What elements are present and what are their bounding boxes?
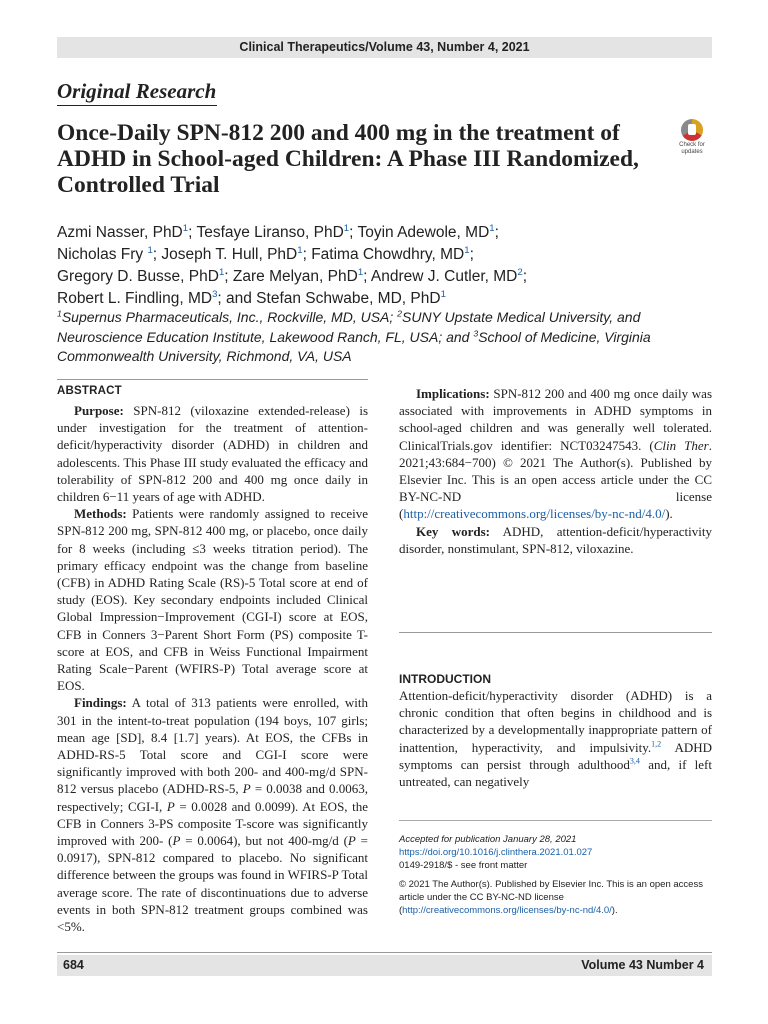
- affiliation-ref[interactable]: 1: [147, 244, 153, 256]
- reference-link[interactable]: 3,4: [629, 756, 640, 766]
- affiliation-ref[interactable]: 1: [357, 266, 364, 278]
- findings-text: = 0.0028 and 0.0099). At EOS, the CFB in Conners 3-PS composite T-score was significantly improved with 200- (: [57, 798, 369, 849]
- section-rule: [57, 105, 217, 106]
- abstract-left-column: [57, 402, 368, 935]
- findings-text: = 0.0038 and 0.0063, respectively; CGI-I,: [57, 781, 368, 814]
- publication-notes: [399, 833, 712, 917]
- copyright-text: ).: [611, 905, 618, 916]
- affiliation-ref[interactable]: 1: [440, 288, 446, 300]
- abstract-findings: [57, 694, 368, 935]
- footer-volume: Volume 43 Number 4: [581, 958, 704, 972]
- keywords-rule: [399, 632, 712, 633]
- author-name: ; Toyin Adewole, MD: [349, 224, 490, 241]
- intro-text: and, if left untreated, can negatively: [399, 756, 712, 790]
- p-symbol: P: [166, 798, 175, 814]
- affiliation-number: 1: [57, 308, 62, 319]
- methods-text: Patients were randomly assigned to receive SPN-812 200 mg, SPN-812 400 mg, or placebo, once daily for 8 weeks (including ≤3 weeks titration period). The primary efficacy endpoint was the change from baseline (CFB) in ADHD Rating Scale (RS)-5 Total score at end of study (EOS). Key secondary endpoints included Clinical Global Impression−Improvement (CGI-I) score at EOS, CFB in Conners 3−Parent Short Form (PS) composite T-score at EOS, and CFB in Weiss Functional Impairment Rating Scale−Parent (WFIRS-P) Total average score at EOS.: [57, 506, 368, 694]
- author-name: ; and Stefan Schwabe, MD, PhD: [217, 290, 441, 307]
- author-name: Nicholas Fry: [57, 246, 148, 263]
- findings-text: = 0.0064), but not 400-mg/d (: [180, 833, 348, 849]
- page-number: 684: [63, 958, 84, 972]
- license-link[interactable]: http://creativecommons.org/licenses/by-nc-nd/4.0/: [402, 905, 612, 916]
- doi-link[interactable]: https://doi.org/10.1016/j.clinthera.2021.01.027: [399, 847, 593, 858]
- introduction-heading: INTRODUCTION: [399, 672, 491, 686]
- keywords-label: Key words:: [416, 523, 490, 539]
- author-name: ; Tesfaye Liranso, PhD: [188, 224, 344, 241]
- implications-text: SPN-812 200 and 400 mg once daily was associated with improvements in ADHD symptoms in school-aged children and was generally well tolerated. ClinicalTrials.gov identifier: NCT03247543. (: [399, 386, 712, 453]
- author-separator: ;: [522, 268, 528, 285]
- affiliation-ref[interactable]: 1: [464, 244, 470, 256]
- check-for-updates-badge[interactable]: [672, 119, 712, 161]
- journal-footer: [57, 955, 712, 976]
- affiliation-ref[interactable]: 1: [218, 266, 225, 278]
- citation-journal: Clin Ther: [653, 437, 709, 453]
- findings-text: = 0.0917), SPN-812 compared to placebo. No significant difference between the groups was found in WFIRS-P Total average score. The rate of discontinuations due to adverse events in both SPN-812 treatment groups combined was <5%.: [57, 833, 368, 935]
- author-name: Azmi Nasser, PhD: [57, 224, 183, 241]
- keywords-text: ADHD, attention-deficit/hyperactivity disorder, nonstimulant, SPN-812, viloxazine.: [399, 523, 712, 556]
- author-separator: ;: [469, 246, 474, 263]
- article-title: Once-Daily SPN-812 200 and 400 mg in the treatment of ADHD in School-aged Children: A Phase III Randomized, Controlled Trial: [57, 120, 639, 198]
- badge-text: Check for updates: [679, 142, 705, 155]
- introduction-body: [399, 687, 712, 790]
- affiliation-text: School of Medicine, Virginia Commonwealth University, Richmond, VA, USA: [57, 328, 651, 364]
- abstract-implications: [399, 385, 712, 523]
- affiliation-ref[interactable]: 1: [182, 222, 189, 234]
- p-symbol: P: [172, 833, 181, 849]
- implications-text: . 2021;43:684−700) © 2021 The Author(s). Published by Elsevier Inc. This is an open access article under the CC BY-NC-ND license (: [399, 437, 712, 522]
- abstract-methods: [57, 505, 368, 694]
- author-name: ; Andrew J. Cutler, MD: [363, 268, 518, 285]
- p-symbol: P: [347, 833, 356, 849]
- author-list: [57, 222, 677, 310]
- implications-text: ).: [665, 506, 673, 522]
- check-updates-icon: [681, 119, 703, 141]
- purpose-label: Purpose:: [74, 403, 124, 418]
- accepted-date: Accepted for publication January 28, 2021: [399, 834, 577, 845]
- journal-header: Clinical Therapeutics/Volume 43, Number 4, 2021: [57, 37, 712, 58]
- footer-rule: [57, 952, 712, 953]
- abstract-keywords: [399, 523, 712, 557]
- affiliation-text: Supernus Pharmaceuticals, Inc., Rockville, MD, USA;: [61, 309, 398, 325]
- author-name: ; Fatima Chowdhry, MD: [302, 246, 465, 263]
- affiliation-ref[interactable]: 1: [489, 222, 495, 234]
- methods-label: Methods:: [74, 506, 127, 522]
- implications-label: Implications:: [416, 386, 490, 401]
- notes-rule: [399, 820, 712, 821]
- author-name: Robert L. Findling, MD: [57, 290, 213, 307]
- affiliation-ref[interactable]: 1: [297, 244, 303, 256]
- section-label: Original Research: [57, 79, 217, 103]
- issn: 0149-2918/$ - see front matter: [399, 860, 528, 871]
- affiliation-number: 2: [397, 308, 402, 319]
- affiliation-ref[interactable]: 1: [343, 222, 350, 234]
- abstract-heading: ABSTRACT: [57, 385, 122, 397]
- affiliations: [57, 308, 677, 367]
- intro-text: Attention-deficit/hyperactivity disorder (ADHD) is a chronic condition that often begins in childhood and is characterized by a developmentally inappropriate pattern of inattention, hyperactivity, and impulsivity.: [399, 688, 712, 755]
- purpose-text: SPN-812 (viloxazine extended-release) is under investigation for the treatment of attention-deficit/hyperactivity disorder (ADHD) in children and adolescents. This Phase III study evaluated the efficacy and tolerability of SPN-812 200 and 400 mg once daily in children 6−11 years of age with ADHD.: [57, 403, 368, 505]
- findings-label: Findings:: [74, 695, 127, 711]
- author-separator: ;: [494, 224, 499, 241]
- p-symbol: P: [242, 781, 251, 797]
- copyright-text: © 2021 The Author(s). Published by Elsevier Inc. This is an open access article under the CC BY-NC-ND license (: [399, 879, 703, 916]
- abstract-purpose: [57, 402, 368, 505]
- affiliation-ref[interactable]: 3: [212, 288, 218, 300]
- author-name: Gregory D. Busse, PhD: [57, 268, 219, 285]
- author-name: ; Zare Melyan, PhD: [224, 268, 358, 285]
- affiliation-ref[interactable]: 2: [517, 266, 523, 278]
- abstract-license-link[interactable]: http://creativecommons.org/licenses/by-nc-nd/4.0/: [403, 506, 666, 522]
- findings-text: A total of 313 patients were enrolled, with 301 in the intent-to-treat population (194 boys, 107 girls; mean age [SD], 8.4 [1.7] years). At EOS, the CFBs in ADHD-RS-5 Total score and CGI-I score were significantly improved with both 200- and 400-mg/d SPN-812 versus placebo (ADHD-RS-5,: [57, 695, 368, 797]
- author-name: ; Joseph T. Hull, PhD: [152, 246, 298, 263]
- affiliation-text: SUNY Upstate Medical University, and Neuroscience Education Institute, Lakewood Ranch, FL, USA; and: [57, 309, 641, 345]
- copyright-notice: [399, 878, 712, 917]
- abstract-right-column-text: [399, 385, 712, 557]
- affiliation-number: 3: [473, 327, 479, 338]
- reference-link[interactable]: 1,2: [651, 739, 662, 749]
- intro-text: ADHD symptoms can persist through adulthood: [399, 739, 712, 772]
- abstract-rule: [57, 379, 368, 380]
